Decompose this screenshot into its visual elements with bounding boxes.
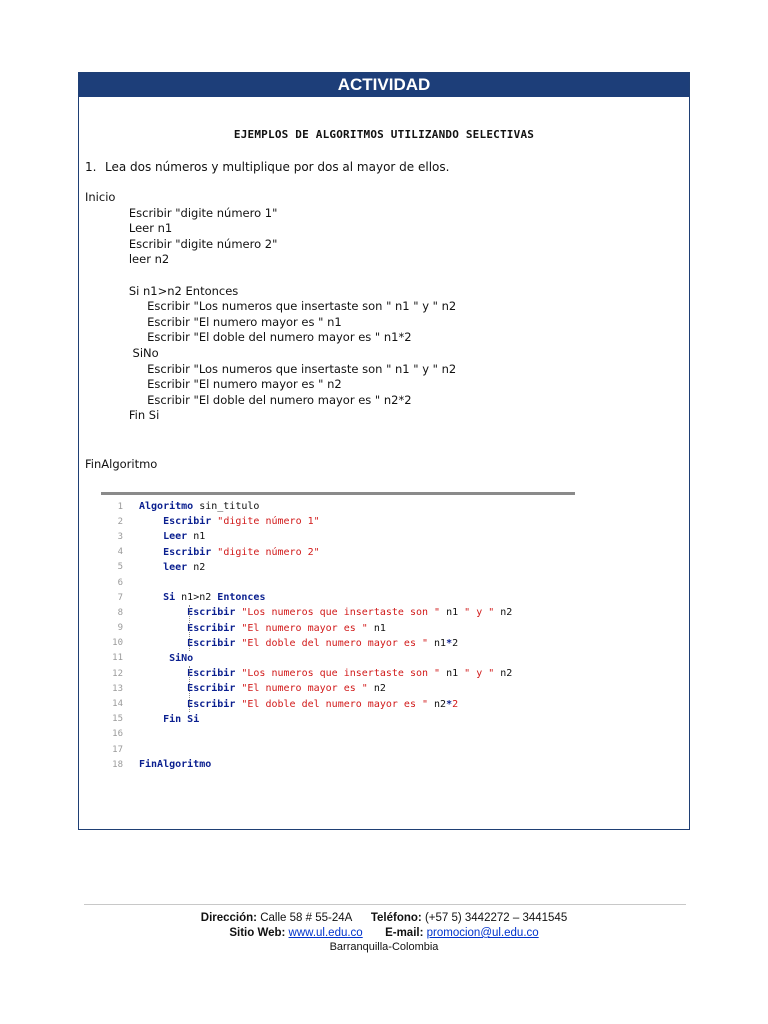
pseudocode-line: Escribir "El doble del numero mayor es " n2*2 [85, 392, 412, 407]
code-plain [139, 699, 187, 710]
pseudocode-block [85, 190, 456, 424]
code-text [139, 653, 193, 664]
code-line [101, 742, 575, 757]
code-line [101, 666, 575, 681]
code-keyword: Entonces [217, 592, 266, 604]
web-label: Sitio Web: [229, 927, 286, 939]
code-plain [139, 592, 163, 603]
line-number: 9 [117, 623, 123, 634]
line-number: 4 [117, 547, 123, 558]
line-number: 2 [117, 516, 123, 527]
code-keyword: leer [163, 561, 188, 573]
line-number: 16 [112, 729, 123, 740]
question [85, 160, 449, 174]
email-label: E-mail: [385, 927, 424, 939]
code-line [101, 621, 575, 636]
activity-banner: ACTIVIDAD [79, 73, 689, 97]
code-line [101, 575, 575, 590]
code-text [139, 623, 386, 634]
editor-top-border [101, 492, 575, 495]
activity-frame [78, 72, 690, 830]
pseudocode-line: Escribir "El numero mayor es " n2 [85, 377, 342, 392]
code-plain [139, 562, 163, 573]
code-plain: n1 [428, 637, 447, 649]
line-number: 15 [112, 714, 123, 725]
pseudocode-line: SiNo [85, 345, 159, 360]
pseudocode-line: Escribir "El doble del numero mayor es " n1*2 [85, 330, 412, 345]
footer-divider [84, 904, 686, 905]
footer-web-line [0, 927, 768, 939]
code-plain: n1 [440, 668, 465, 680]
code-editor-screenshot [101, 492, 575, 792]
line-number: 10 [112, 638, 123, 649]
code-line [101, 605, 575, 620]
code-plain [139, 668, 187, 679]
pseudocode-line: leer n2 [85, 252, 170, 267]
code-text [139, 592, 265, 603]
code-line [101, 681, 575, 696]
code-string: "Los numeros que insertaste son " [241, 668, 441, 680]
code-plain: n2 [187, 561, 206, 573]
code-keyword: Si [163, 592, 176, 604]
code-keyword: * [446, 698, 453, 710]
code-string: 2 [452, 698, 459, 710]
code-line [101, 545, 575, 560]
code-plain: 2 [452, 637, 459, 649]
code-plain [139, 547, 163, 558]
footer-city: Barranquilla-Colombia [329, 941, 439, 953]
code-plain [139, 531, 163, 542]
code-keyword: Escribir [187, 668, 236, 680]
code-keyword: * [446, 637, 453, 649]
code-text [139, 501, 259, 512]
code-plain: n2 [367, 683, 386, 695]
editor-lines [101, 499, 575, 772]
final-algorithm-line: FinAlgoritmo [85, 457, 158, 471]
pseudocode-line: Escribir "digite número 1" [85, 205, 278, 220]
code-keyword: SiNo [169, 652, 194, 664]
code-text [139, 714, 199, 725]
code-string: "digite número 1" [217, 516, 320, 528]
code-plain [139, 653, 169, 664]
code-line [101, 727, 575, 742]
code-plain: n1>n2 [175, 592, 218, 604]
code-string: " y " [464, 668, 495, 680]
code-text [139, 547, 320, 558]
code-string: " y " [464, 607, 495, 619]
code-string: "digite número 2" [217, 546, 320, 558]
code-plain: n1 [367, 622, 386, 634]
code-line [101, 514, 575, 529]
code-plain [139, 607, 187, 618]
code-string: "El numero mayor es " [241, 683, 368, 695]
pseudocode-line: Si n1>n2 Entonces [85, 283, 239, 298]
code-keyword: Fin Si [163, 713, 200, 725]
code-line [101, 651, 575, 666]
code-line [101, 757, 575, 772]
code-keyword: Escribir [187, 622, 236, 634]
code-line [101, 636, 575, 651]
code-plain [139, 623, 187, 634]
pseudocode-line: Escribir "digite número 2" [85, 236, 278, 251]
code-plain: n2 [494, 668, 513, 680]
code-text [139, 759, 211, 770]
line-number: 13 [112, 683, 123, 694]
code-keyword: Escribir [163, 516, 212, 528]
code-keyword: Leer [163, 531, 188, 543]
code-plain [139, 683, 187, 694]
code-keyword: Escribir [187, 698, 236, 710]
line-number: 11 [112, 653, 123, 664]
pseudocode-line: Fin Si [85, 408, 160, 423]
line-number: 1 [117, 501, 123, 512]
code-plain [139, 638, 187, 649]
code-text [139, 531, 205, 542]
code-text [139, 638, 458, 649]
code-keyword: FinAlgoritmo [139, 759, 212, 771]
line-number: 18 [112, 759, 123, 770]
line-number: 12 [112, 668, 123, 679]
code-line [101, 590, 575, 605]
code-string: "El doble del numero mayor es " [241, 698, 429, 710]
website-link[interactable]: www.ul.edu.co [288, 927, 363, 939]
indent-guide [189, 666, 190, 712]
pseudocode-line: Escribir "Los numeros que insertaste son " n1 " y " n2 [85, 299, 457, 314]
code-keyword: Escribir [187, 607, 236, 619]
section-heading: EJEMPLOS DE ALGORITMOS UTILIZANDO SELECTIVAS [233, 128, 535, 141]
code-text [139, 562, 205, 573]
code-text [139, 668, 512, 679]
code-plain: n1 [440, 607, 465, 619]
code-plain [139, 714, 163, 725]
code-plain: n1 [187, 531, 206, 543]
code-line [101, 696, 575, 711]
question-text: Lea dos números y multiplique por dos al mayor de ellos. [105, 160, 450, 174]
code-line [101, 560, 575, 575]
indent-guide [189, 605, 190, 651]
footer-contact-line [0, 912, 768, 924]
code-line [101, 499, 575, 514]
line-number: 5 [117, 562, 123, 573]
address-label: Dirección: [200, 912, 258, 924]
code-text [139, 607, 512, 618]
code-keyword: Algoritmo [139, 501, 194, 513]
code-line [101, 712, 575, 727]
code-plain: n2 [494, 607, 513, 619]
question-number: 1. [85, 160, 97, 174]
pseudocode-line: Inicio [85, 190, 116, 204]
code-keyword: Escribir [187, 683, 236, 695]
code-plain: sin_titulo [193, 501, 260, 513]
pseudocode-line [85, 268, 456, 284]
phone-value: (+57 5) 3442272 – 3441545 [424, 912, 568, 924]
code-text [139, 516, 320, 527]
pseudocode-line: Escribir "Los numeros que insertaste son " n1 " y " n2 [85, 361, 457, 376]
code-string: "Los numeros que insertaste son " [241, 607, 441, 619]
code-plain [139, 516, 163, 527]
code-text [139, 699, 458, 710]
line-number: 14 [112, 699, 123, 710]
line-number: 6 [117, 577, 123, 588]
line-number: 8 [117, 607, 123, 618]
line-number: 3 [117, 531, 123, 542]
line-number: 17 [112, 744, 123, 755]
address-value: Calle 58 # 55-24A [260, 912, 352, 924]
code-plain: n2 [428, 698, 447, 710]
code-line [101, 529, 575, 544]
code-string: "El doble del numero mayor es " [241, 637, 429, 649]
line-number: 7 [117, 592, 123, 603]
pseudocode-line: Leer n1 [85, 221, 173, 236]
code-keyword: Escribir [187, 637, 236, 649]
code-text [139, 683, 386, 694]
code-string: "El numero mayor es " [241, 622, 368, 634]
email-link[interactable]: promocion@ul.edu.co [426, 927, 539, 939]
pseudocode-line: Escribir "El numero mayor es " n1 [85, 314, 342, 329]
phone-label: Teléfono: [370, 912, 422, 924]
code-keyword: Escribir [163, 546, 212, 558]
